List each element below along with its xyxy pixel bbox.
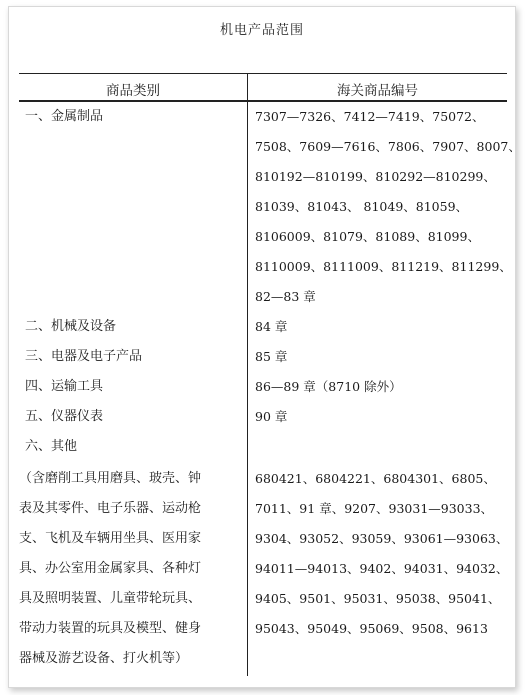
- codes-line: 81039、81043、 81049、81059、: [255, 199, 469, 214]
- category-transport: 四、运输工具: [25, 379, 104, 394]
- category-instruments: 五、仪器仪表: [25, 409, 104, 424]
- other-detail-line: 带动力装置的玩具及模型、健身: [19, 621, 202, 636]
- other-detail-line: 支、飞机及车辆用坐具、医用家: [19, 531, 202, 546]
- codes-line: 82—83 章: [255, 289, 316, 304]
- other-detail-line: 具及照明装置、儿童带轮玩具、: [19, 591, 202, 606]
- table-title: 机电产品范围: [219, 23, 304, 38]
- table-top-rule: [19, 73, 507, 74]
- codes-line: 7508、7609—7616、7806、7907、8007、: [255, 139, 521, 154]
- codes-line: 84 章: [255, 319, 288, 334]
- column-divider: [247, 73, 248, 676]
- codes-line: 810192—810199、810292—810299、: [255, 169, 496, 184]
- codes-line: 8106009、81079、81089、81099、: [255, 229, 480, 244]
- header-codes: 海关商品编号: [337, 83, 418, 99]
- document-page: [8, 6, 521, 688]
- category-electrical: 三、电器及电子产品: [25, 349, 143, 364]
- other-detail-line: 具、办公室用金属家具、各种灯: [19, 561, 202, 576]
- category-machinery: 二、机械及设备: [25, 319, 117, 334]
- other-detail-line: 器械及游艺设备、打火机等）: [19, 651, 189, 666]
- header-category: 商品类别: [106, 83, 160, 99]
- codes-line: 8110009、8111009、811219、811299、: [255, 259, 512, 274]
- codes-line: 85 章: [255, 349, 288, 364]
- category-other: 六、其他: [25, 439, 78, 454]
- codes-line: 86—89 章（8710 除外）: [255, 379, 402, 394]
- other-detail-line: （含磨削工具用磨具、玻壳、钟: [19, 471, 202, 486]
- codes-line: 7307—7326、7412—7419、75072、: [255, 109, 485, 124]
- category-metal: 一、金属制品: [25, 109, 104, 124]
- codes-line: 9405、9501、95031、95038、95041、: [255, 591, 501, 606]
- codes-line: 94011—94013、9402、94031、94032、: [255, 561, 509, 576]
- codes-line: 7011、91 章、9207、93031—93033、: [255, 501, 494, 516]
- codes-line: 680421、6804221、6804301、6805、: [255, 471, 496, 486]
- codes-line: 9304、93052、93059、93061—93063、: [255, 531, 509, 546]
- other-detail-line: 表及其零件、电子乐器、运动枪: [19, 501, 202, 516]
- codes-line: 90 章: [255, 409, 288, 424]
- codes-line: 95043、95049、95069、9508、9613: [255, 621, 488, 636]
